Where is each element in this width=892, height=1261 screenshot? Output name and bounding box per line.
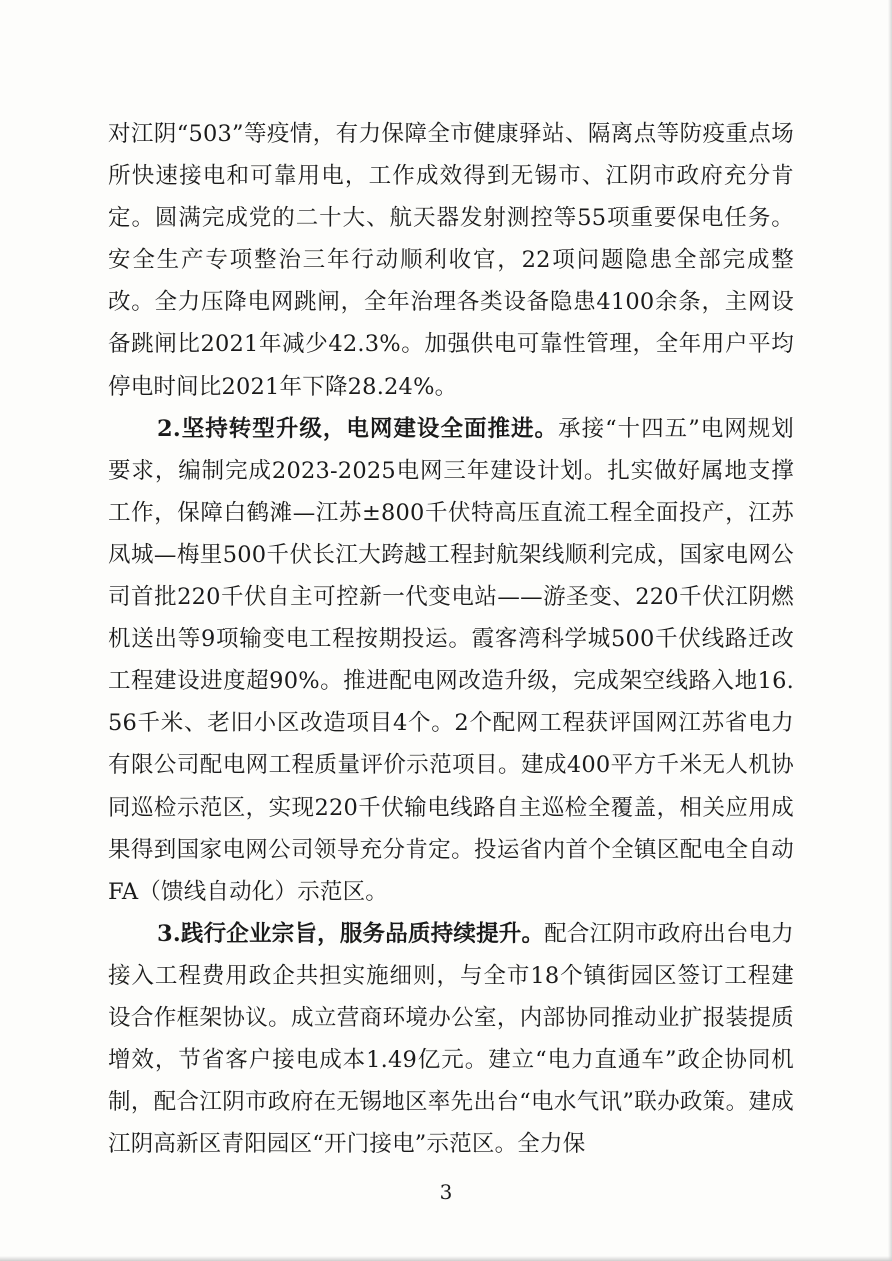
paragraph-2-heading: 2.坚持转型升级，电网建设全面推进。 (157, 415, 559, 442)
page-number: 3 (439, 1180, 453, 1204)
paragraph-2 (108, 408, 794, 913)
paragraph-3 (108, 913, 794, 1166)
paragraph-1-text: 对江阴“503”等疫情，有力保障全市健康驿站、隔离点等防疫重点场所快速接电和可靠用电，工作成效得到无锡市、江阴市政府充分肯定。圆满完成党的二十大、航天器发射测控等55项重要保电任务。安全生产专项整治三年行动顺利收官，22项问题隐患全部完成整改。全力压降电网跳闸，全年治理各类设备隐患4100余条，主网设备跳闸比2021年减少42.3%。加强供电可靠性管理，全年用户平均停电时间比2021年下降28.24%。 (108, 121, 794, 400)
paragraph-1 (108, 113, 794, 408)
body-text (108, 113, 794, 1165)
paragraph-3-heading: 3.践行企业宗旨，服务品质持续提升。 (157, 920, 545, 947)
scan-edge-bottom (0, 1256, 892, 1261)
scan-edge-right (888, 0, 892, 1261)
paragraph-3-text: 配合江阴市政府出台电力接入工程费用政企共担实施细则，与全市18个镇街园区签订工程建设合作框架协议。成立营商环境办公室，内部协同推动业扩报装提质增效，节省客户接电成本1.49亿元。建立“电力直通车”政企协同机制，配合江阴市政府在无锡地区率先出台“电水气讯”联办政策。建成江阴高新区青阳园区“开门接电”示范区。全力保 (108, 920, 794, 1158)
paragraph-2-text: 承接“十四五”电网规划要求，编制完成2023-2025电网三年建设计划。扎实做好属地支撑工作，保障白鹤滩—江苏±800千伏特高压直流工程全面投产，江苏凤城—梅里500千伏长江大跨越工程封航架线顺利完成，国家电网公司首批220千伏自主可控新一代变电站——游圣变、220千伏江阴燃机送出等9项输变电工程按期投运。霞客湾科学城500千伏线路迁改工程建设进度超90%。推进配电网改造升级，完成架空线路入地16.56千米、老旧小区改造项目4个。2个配网工程获评国网江苏省电力有限公司配电网工程质量评价示范项目。建成400平方千米无人机协同巡检示范区，实现220千伏输电线路自主巡检全覆盖，相关应用成果得到国家电网公司领导充分肯定。投运省内首个全镇区配电全自动FA（馈线自动化）示范区。 (108, 415, 794, 905)
